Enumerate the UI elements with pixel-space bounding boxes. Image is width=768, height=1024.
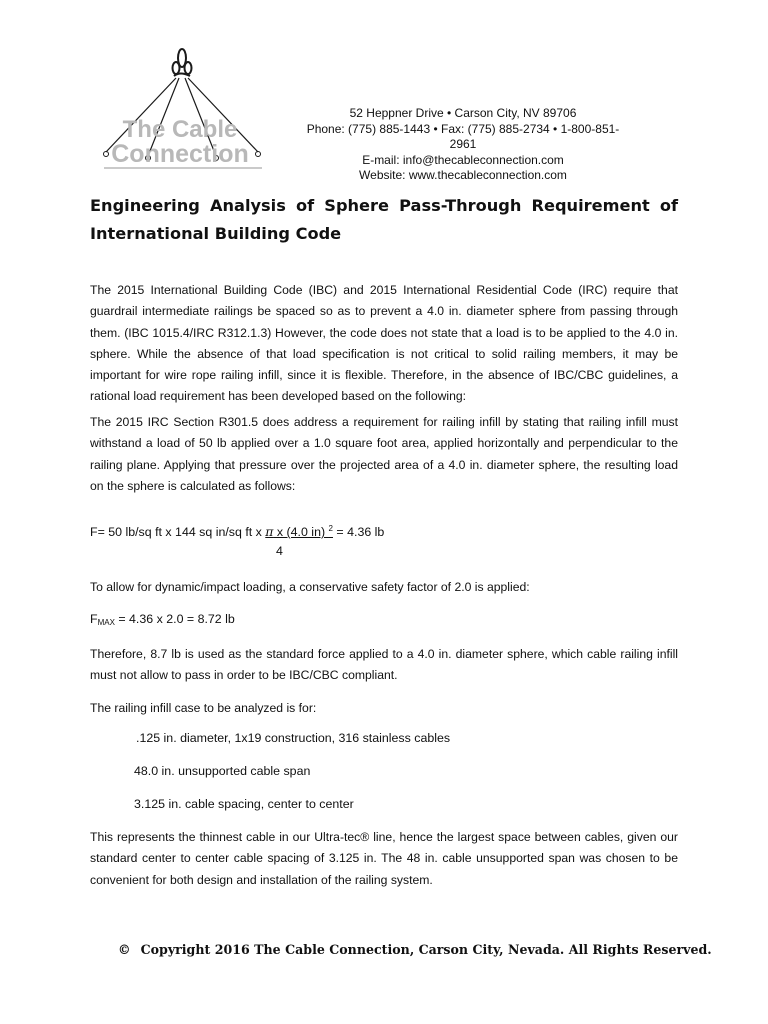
paragraph-irc-requirement: The 2015 IRC Section R301.5 does address a requirement for railing infill by stating that railing infill must withstand a load of 50 lb applied over a 1.0 square foot area, applied horizontally and perpendicular to the railing plane. Applying that pressure over the projected area of a 4.0 in. diameter sphere, the resulting load on the sphere is calculated as follows:	[90, 415, 678, 493]
document-title: Engineering Analysis of Sphere Pass-Through Requirement of International Building Code	[90, 196, 678, 243]
copyright-footer	[118, 942, 712, 957]
equation-numerator: x (4.0 in)	[273, 525, 329, 540]
contact-email: E-mail: info@thecableconnection.com	[362, 152, 564, 167]
equation-prefix: F= 50 lb/sq ft x 144 sq in/sq ft x	[90, 525, 266, 540]
paragraph-summary: This represents the thinnest cable in our Ultra-tec® line, hence the largest space between cables, given our standard center to center cable spacing of 3.125 in. The 48 in. cable unsupported span was chosen to be convenient for both design and installation of the railing system.	[90, 830, 678, 887]
copyright-icon: ©	[118, 942, 131, 957]
paragraph-standard-force: Therefore, 8.7 lb is used as the standard force applied to a 4.0 in. diameter sphere, which cable railing infill must not allow to pass in order to be IBC/CBC compliant.	[90, 647, 678, 683]
contact-website: Website: www.thecableconnection.com	[359, 168, 567, 182]
force-equation	[90, 524, 384, 539]
case-item-cable-diameter: .125 in. diameter, 1x19 construction, 316 stainless cables	[136, 731, 451, 745]
case-item-cable-span: 48.0 in. unsupported cable span	[134, 764, 311, 778]
equation-exponent: 2	[328, 524, 333, 533]
logo-text-line1: The Cable	[122, 116, 238, 143]
logo-text-line2: Connection	[111, 140, 249, 168]
company-logo	[96, 44, 268, 174]
equation-denominator: 4	[276, 544, 283, 558]
paragraph-case-intro: The railing infill case to be analyzed is for:	[90, 701, 317, 715]
equation-result: = 4.36 lb	[332, 525, 385, 540]
contact-address: 52 Heppner Drive • Carson City, NV 89706	[349, 106, 577, 120]
fmax-equation	[90, 612, 235, 627]
paragraph-intro: The 2015 International Building Code (IBC) and 2015 International Residential Code (IRC) require that guardrail intermediate railings be spaced so as to prevent a 4.0 in. diameter sphere from passing through them. (IBC 1015.4/IRC R312.1.3) However, the code does not state that a load is to be applied to the 4.0 in. sphere. While the absence of that load specification is not critical to solid railing members, it may be important for wire rope railing infill, since it is flexible. Therefore, in the absence of IBC/CBC guidelines, a rational load requirement has been developed based on the following:	[90, 283, 678, 404]
fmax-expression: = 4.36 x 2.0 = 8.72 lb	[114, 612, 235, 626]
contact-block	[298, 106, 628, 184]
fmax-subscript: MAX	[97, 618, 115, 627]
contact-phone: Phone: (775) 885-1443 • Fax: (775) 885-2734 • 1-800-851-2961	[306, 121, 620, 151]
pi-symbol: π	[265, 524, 274, 540]
case-item-cable-spacing: 3.125 in. cable spacing, center to center	[134, 797, 354, 811]
paragraph-safety-factor: To allow for dynamic/impact loading, a conservative safety factor of 2.0 is applied:	[90, 580, 530, 594]
copyright-text: Copyright 2016 The Cable Connection, Carson City, Nevada. All Rights Reserved.	[140, 942, 712, 957]
fmax-symbol: F	[90, 612, 98, 626]
